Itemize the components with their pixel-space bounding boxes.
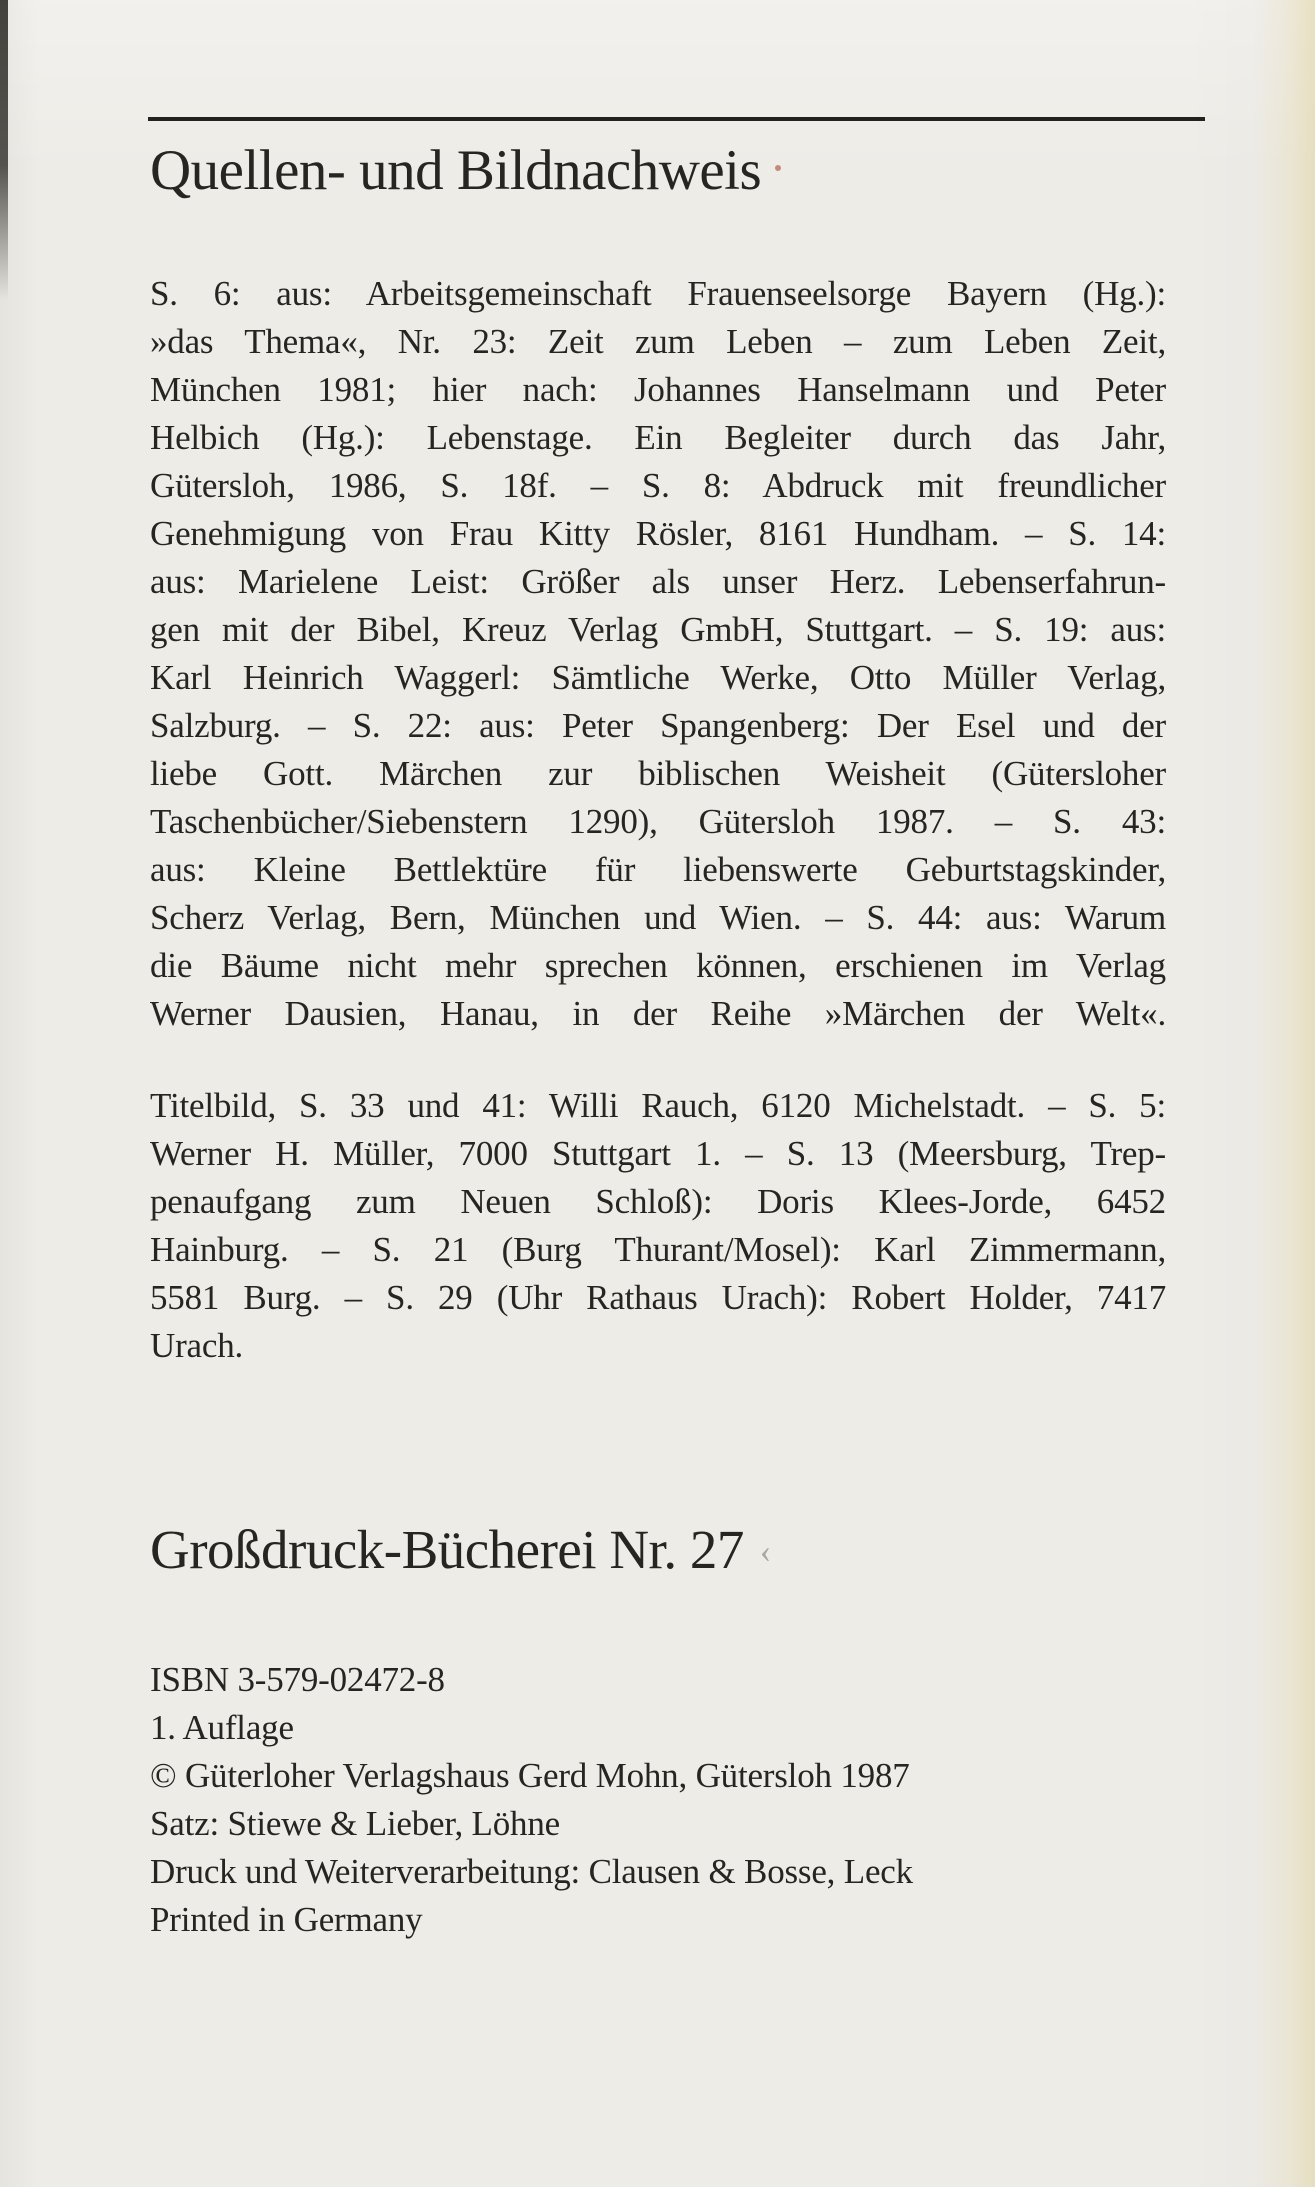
page-edge-shadow — [0, 0, 8, 300]
source-credit-line: die Bäume nicht mehr sprechen können, erschienen im Verlag — [150, 946, 1166, 985]
source-credit-line: liebe Gott. Märchen zur biblischen Weisheit (Gütersloher — [150, 754, 1166, 793]
source-credit-line: Salzburg. – S. 22: aus: Peter Spangenberg: Der Esel und der — [150, 706, 1166, 745]
scan-artifact-dot — [775, 165, 781, 171]
source-credit-line: aus: Kleine Bettlektüre für liebenswerte Geburtstagskinder, — [150, 850, 1166, 889]
series-title-text: Großdruck-Bücherei Nr. 27 — [150, 1519, 744, 1580]
source-credit-line: Karl Heinrich Waggerl: Sämtliche Werke, Otto Müller Verlag, — [150, 658, 1166, 697]
picture-credit-line: Werner H. Müller, 7000 Stuttgart 1. – S. 13 (Meersburg, Trep- — [150, 1134, 1166, 1173]
source-credit-line: Gütersloh, 1986, S. 18f. – S. 8: Abdruck mit freundlicher — [150, 466, 1166, 505]
picture-credits-paragraph — [150, 1082, 1166, 1370]
scan-artifact-tick: ‹ — [759, 1533, 771, 1570]
source-credit-line: S. 6: aus: Arbeitsgemeinschaft Frauenseelsorge Bayern (Hg.): — [150, 274, 1166, 313]
source-credit-line: Genehmigung von Frau Kitty Rösler, 8161 Hundham. – S. 14: — [150, 514, 1166, 553]
picture-credit-line: penaufgang zum Neuen Schloß): Doris Klees-Jorde, 6452 — [150, 1182, 1166, 1221]
colophon-line: Printed in Germany — [150, 1900, 423, 1939]
picture-credit-line: Hainburg. – S. 21 (Burg Thurant/Mosel): Karl Zimmermann, — [150, 1230, 1166, 1269]
series-title — [150, 1518, 771, 1581]
colophon-line: © Güterloher Verlagshaus Gerd Mohn, Gütersloh 1987 — [150, 1756, 910, 1795]
source-credit-line: Scherz Verlag, Bern, München und Wien. – S. 44: aus: Warum — [150, 898, 1166, 937]
source-credit-line: »das Thema«, Nr. 23: Zeit zum Leben – zum Leben Zeit, — [150, 322, 1166, 361]
colophon-line: ISBN 3-579-02472-8 — [150, 1660, 445, 1699]
source-credit-line: Taschenbücher/Siebenstern 1290), Gütersloh 1987. – S. 43: — [150, 802, 1166, 841]
colophon-line: 1. Auflage — [150, 1708, 294, 1747]
source-credit-line: aus: Marielene Leist: Größer als unser Herz. Lebenserfahrun- — [150, 562, 1166, 601]
picture-credit-line: Titelbild, S. 33 und 41: Willi Rauch, 6120 Michelstadt. – S. 5: — [150, 1086, 1166, 1125]
source-credit-line: Helbich (Hg.): Lebenstage. Ein Begleiter durch das Jahr, — [150, 418, 1166, 457]
source-credit-line: Werner Dausien, Hanau, in der Reihe »Märchen der Welt«. — [150, 994, 1166, 1033]
source-credit-line: gen mit der Bibel, Kreuz Verlag GmbH, Stuttgart. – S. 19: aus: — [150, 610, 1166, 649]
colophon-line: Satz: Stiewe & Lieber, Löhne — [150, 1804, 560, 1843]
colophon-line: Druck und Weiterverarbeitung: Clausen & Bosse, Leck — [150, 1852, 913, 1891]
source-credit-line: München 1981; hier nach: Johannes Hanselmann und Peter — [150, 370, 1166, 409]
heading-rule — [148, 117, 1205, 121]
picture-credit-line: Urach. — [150, 1326, 244, 1365]
page-title — [150, 138, 781, 203]
page-title-text: Quellen- und Bildnachweis — [150, 139, 762, 202]
source-credits-paragraph — [150, 270, 1166, 1038]
page-edge-tint — [1255, 0, 1315, 2187]
picture-credit-line: 5581 Burg. – S. 29 (Uhr Rathaus Urach): Robert Holder, 7417 — [150, 1278, 1166, 1317]
colophon-block — [150, 1656, 1166, 1944]
